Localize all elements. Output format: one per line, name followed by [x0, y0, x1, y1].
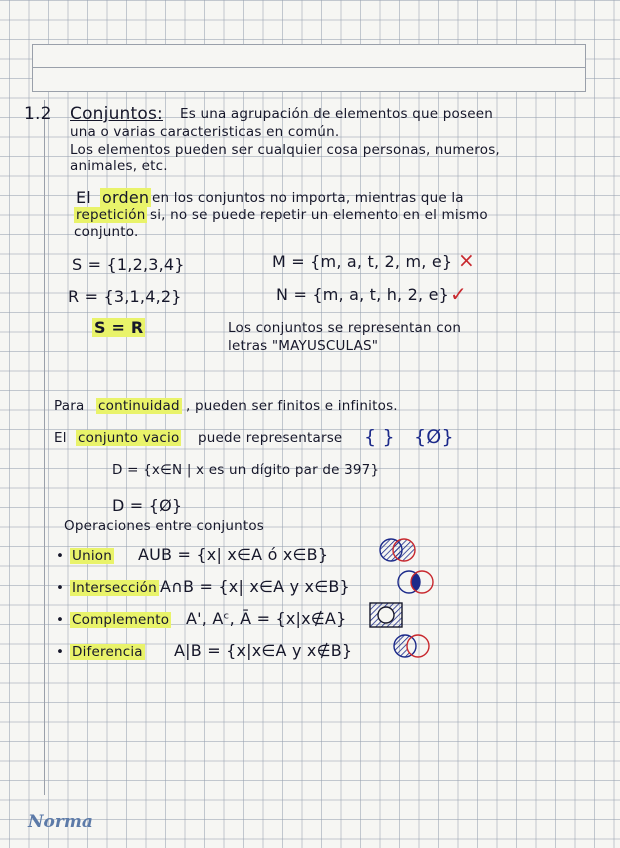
repeticion-highlight: repetición: [76, 207, 146, 223]
header-box: [32, 44, 586, 92]
set-d-result: D = {Ø}: [112, 496, 183, 515]
wrong-mark-icon: ×: [458, 248, 475, 272]
vacio-highlight: conjunto vacio: [78, 430, 180, 446]
bullet-icon: •: [56, 580, 65, 596]
definition-line-4: animales, etc.: [70, 158, 168, 174]
set-d-definition: D = {x∈N | x es un dígito par de 397}: [112, 462, 380, 478]
continuidad-text: , pueden ser finitos e infinitos.: [186, 398, 398, 414]
bullet-icon: •: [56, 612, 65, 628]
union-venn-icon: [376, 536, 422, 564]
margin-line: [44, 100, 45, 795]
bullet-icon: •: [56, 548, 65, 564]
diferencia-label: Diferencia: [72, 644, 143, 660]
uppercase-note-line-2: letras "MAYUSCULAS": [228, 338, 379, 354]
uppercase-note-line-1: Los conjuntos se representan con: [228, 320, 462, 336]
bullet-icon: •: [56, 644, 65, 660]
interseccion-label: Intersección: [72, 580, 157, 596]
definition-line-2: una o varias caracteristicas en común.: [70, 124, 340, 140]
brand-logo: Norma: [28, 812, 93, 832]
set-m-definition: M = {m, a, t, 2, m, e}: [272, 252, 453, 271]
operations-heading: Operaciones entre conjuntos: [64, 518, 265, 534]
continuidad-pre: Para: [54, 398, 85, 414]
vacio-text: puede representarse: [198, 430, 343, 446]
diferencia-formula: A|B = {x|x∈A y x∉B}: [174, 641, 353, 660]
section-number: 1.2: [24, 104, 52, 124]
set-n-definition: N = {m, a, t, h, 2, e}: [276, 285, 449, 304]
check-mark-icon: ✓: [450, 282, 467, 306]
union-formula: AUB = {x| x∈A ó x∈B}: [138, 545, 329, 564]
empty-set-symbol: {Ø}: [414, 426, 454, 448]
complemento-label: Complemento: [72, 612, 170, 628]
interseccion-formula: A∩B = {x| x∈A y x∈B}: [160, 577, 350, 596]
difference-venn-icon: [390, 632, 436, 660]
definition-line-3: Los elementos pueden ser cualquier cosa personas, numeros,: [70, 142, 500, 158]
orden-line-3: conjunto.: [74, 224, 139, 240]
set-s-definition: S = {1,2,3,4}: [72, 255, 185, 274]
orden-line-1: en los conjuntos no importa, mientras que la: [152, 190, 464, 206]
set-r-definition: R = {3,1,4,2}: [68, 287, 182, 306]
definition-line-1: Es una agrupación de elementos que poseen: [180, 106, 493, 122]
equality-highlight: S = R: [94, 318, 144, 337]
orden-line-2: si, no se puede repetir un elemento en el mismo: [150, 207, 488, 223]
complement-venn-icon: [368, 600, 408, 630]
intersection-venn-icon: [394, 568, 440, 596]
union-label: Union: [72, 548, 113, 564]
orden-pre: El: [76, 188, 91, 207]
continuidad-highlight: continuidad: [98, 398, 180, 414]
empty-braces-symbol: { }: [364, 426, 395, 448]
section-title: Conjuntos:: [70, 104, 163, 124]
complemento-formula: A', Aᶜ, Ā = {x|x∉A}: [186, 609, 347, 628]
orden-highlight: orden: [102, 188, 150, 207]
vacio-pre: El: [54, 430, 67, 446]
